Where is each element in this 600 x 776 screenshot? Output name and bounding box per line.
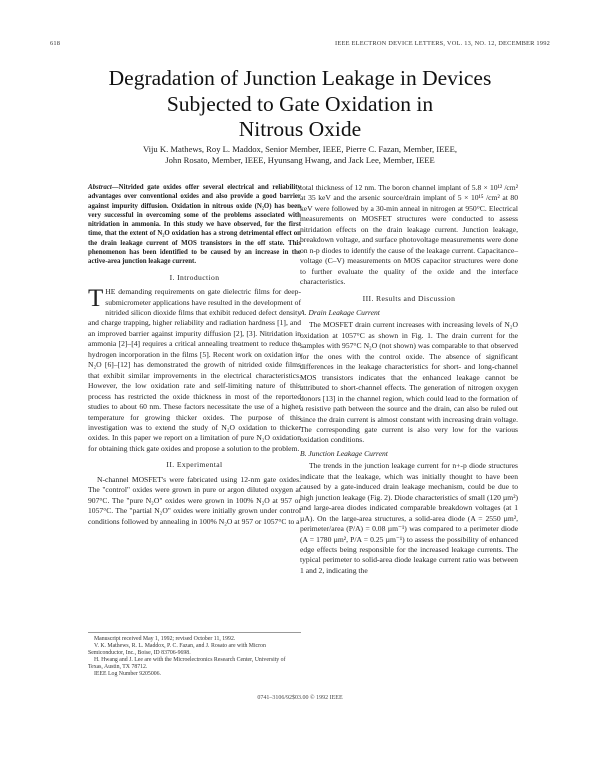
footnote: H. Hwang and J. Lee are with the Microelectronics Research Center, University of Texas, Austin, TX 78712. xyxy=(88,657,286,671)
experimental-continued: total thickness of 12 nm. The boron channel implant of 5.8 × 10¹² /cm² at 35 keV and the arsenic source/drain implant of 5 × 10¹⁵ /cm² at 80 keV were followed by a 30-min anneal in nitrogen at 950°C. Electrical measurements on MOSFET structures were conducted to assess nitridation effects on the drain leakage current. Junction leakage, breakdown voltage, and surface photovoltage measurements were done on n-p diodes to identify the cause of the leakage current. Capacitance–voltage (C–V) measurements on MOS capacitor structures were done to further evaluate the quality of the oxide and the interface characteristics. xyxy=(300,183,518,287)
section-heading-introduction: I. Introduction xyxy=(169,272,220,282)
drain-leakage-paragraph: The MOSFET drain current increases with increasing levels of N₂O oxidation at 1057°C as shown in Fig. 1. The drain current for the samples with 957°C N₂O (not shown) was comparable to that observed for the ones with the control oxide. The absence of significant differences in the leakage characteristics for short- and long-channel MOS transistors indicates that the enhanced leakage cannot be attributed to short-channel effects. The generation of nitrogen oxygen donors [13] in the channel region, which could lead to the formation of a resistive path between the source and the drain, can also be ruled out since the drain current is almost constant with increasing drain voltage. The corresponding gate current is also very low for the various oxidation conditions. xyxy=(300,320,518,445)
subsection-heading-drain-leakage: A. Drain Leakage Current xyxy=(300,307,380,317)
junction-leakage-paragraph: The trends in the junction leakage current for n+-p diode structures indicate that the leakage, which was initially thought to have been caused by a gate-induced drain leakage mechanism, could be due to high junction leakage (Fig. 2). Diode characteristics of small (120 µm²) and large-area diodes indicated comparable breakdown voltages (at 1 µA). On the large-area structures, a solid-area diode (A = 2550 µm², perimeter/area (P/A) = 0.08 µm⁻¹) was compared to a perimeter diode (A = 1780 µm², P/A = 0.25 µm⁻¹) to assess the possibility of enhanced edge effects being responsible for the increased leakage currents. The typical perimeter to solid-area diode leakage current ratio was between 1 and 2, indicating the xyxy=(300,461,518,575)
journal-header: IEEE ELECTRON DEVICE LETTERS, VOL. 13, NO. 12, DECEMBER 1992 xyxy=(335,40,550,47)
abstract-text: Nitrided gate oxides offer several electrical and reliability advantages over conventional oxides and also provide a good barrier against impurity diffusion. Oxidation in nitrous oxide (N₂O) has been very successful in overcoming some of the problems associated with nitridation in ammonia. In this study we have observed, for the first time, that the extent of N₂O oxidation has a strong detrimental effect on the drain leakage current of MOS transistors in the off state. This phenomenon has been identified to be caused by an increase in the active-area junction leakage current. xyxy=(88,184,301,266)
paper-title xyxy=(60,66,540,143)
author-list xyxy=(70,144,530,165)
title-line: Nitrous Oxide xyxy=(238,117,362,141)
drop-cap: T xyxy=(88,285,104,313)
title-line: Degradation of Junction Leakage in Devices xyxy=(108,66,492,90)
subsection-heading-junction-leakage: B. Junction Leakage Current xyxy=(300,448,388,458)
right-column xyxy=(300,183,518,576)
section-heading-experimental: II. Experimental xyxy=(166,460,223,470)
copyright-line: 0741–3106/92$03.00 © 1992 IEEE xyxy=(257,695,343,701)
author-line: John Rosato, Member, IEEE, Hyunsang Hwang, and Jack Lee, Member, IEEE xyxy=(165,154,435,165)
intro-text: HE demanding requirements on gate dielectric films for deep-submicrometer applications have resulted in the development of nitrided silicon dioxide films that exhibit reduced defect density and charge trapping, higher reliability and radiation hardness [1], and an improved barrier against impurity diffusion [2], [3]. Nitridation in ammonia [2]–[4] requires a critical annealing treatment to reduce the hydrogen incorporation in the films [5]. Recent work on oxidation in N₂O [6]–[12] has demonstrated the growth of nitrided oxide films that exhibit similar improvements in the electrical characteristics. However, the low oxidation rate and self-limiting nature of this process has restricted the oxide thickness in most of the reported studies to about 60 nm. These factors necessitate the use of a higher temperature for growing thicker oxides. The purpose of this investigation was to extend the study of N₂O oxidation to thicker oxides. In this paper we report on a limitation of pure N₂O oxidation for obtaining thick gate oxides and propose a solution to the problem. xyxy=(88,287,301,453)
experimental-paragraph: N-channel MOSFET's were fabricated using 12-nm gate oxides. The "control" oxides were grown in pure or argon diluted oxygen at 907°C. The "pure N₂O" oxides were grown in 100% N₂O at 957 or 1057°C. The "partial N₂O" oxides were initially grown under control conditions followed by annealing in 100% N₂O at 957 or 1057°C to a xyxy=(88,474,301,526)
footnote: IEEE Log Number 9205006. xyxy=(94,671,161,678)
abstract-lead: Abstract— xyxy=(88,184,119,191)
abstract xyxy=(88,183,301,267)
footnotes xyxy=(88,632,301,679)
section-heading-results: III. Results and Discussion xyxy=(362,293,456,303)
footnote: Manuscript received May 1, 1992; revised October 11, 1992. xyxy=(94,636,236,642)
title-line: Subjected to Gate Oxidation in xyxy=(166,91,434,116)
footnote: V. K. Mathews, R. L. Maddox, P. C. Fazan, and J. Rosato are with Micron Semiconductor, Inc., Boise, ID 83706-9698. xyxy=(88,643,266,657)
author-line: Viju K. Mathews, Roy L. Maddox, Senior Member, IEEE, Pierre C. Fazan, Member, IEEE, xyxy=(142,144,458,154)
page-number: 618 xyxy=(50,40,61,47)
intro-paragraph xyxy=(88,287,301,454)
left-column xyxy=(88,183,301,527)
